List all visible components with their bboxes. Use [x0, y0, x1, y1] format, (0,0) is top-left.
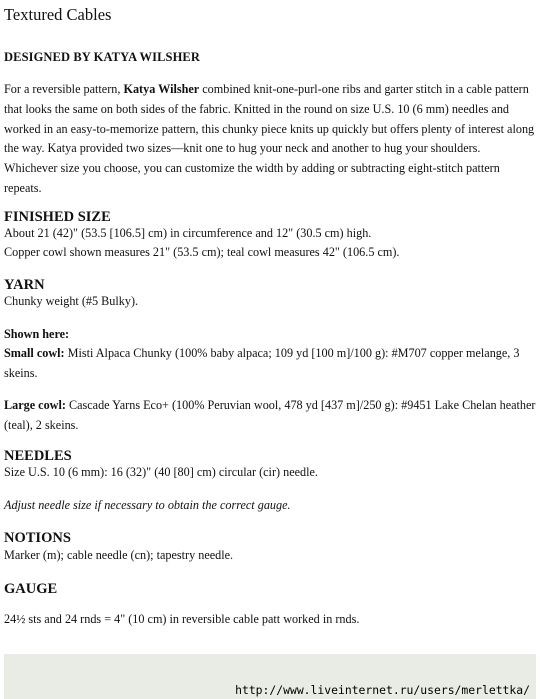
designer-credit: DESIGNED BY KATYA WILSHER — [4, 50, 200, 64]
source-url: http://www.liveinternet.ru/users/merlettka/ — [235, 683, 530, 697]
small-cowl-text: Misti Alpaca Chunky (100% baby alpaca; 109 yd [100 m]/100 g): #M707 copper melange, 3 skeins. — [4, 346, 520, 380]
needles-line-1: Size U.S. 10 (6 mm): 16 (32)" (40 [80] cm) circular (cir) needle. — [4, 465, 318, 479]
large-cowl-text: Cascade Yarns Eco+ (100% Peruvian wool, 478 yd [437 m]/250 g): #9451 Lake Chelan heather (teal), 2 skeins. — [4, 398, 536, 432]
small-cowl-yarn — [4, 344, 536, 384]
large-cowl-yarn — [4, 396, 536, 436]
yarn-heading: YARN — [4, 277, 45, 293]
notions-heading: NOTIONS — [4, 530, 71, 546]
yarn-weight: Chunky weight (#5 Bulky). — [4, 294, 139, 308]
shown-here-label: Shown here: — [4, 327, 70, 341]
footer-bar — [4, 654, 536, 699]
page-title: Textured Cables — [4, 5, 112, 24]
needles-gauge-note: Adjust needle size if necessary to obtain the correct gauge. — [4, 498, 291, 512]
finished-size-heading: FINISHED SIZE — [4, 209, 111, 225]
gauge-heading: GAUGE — [4, 581, 58, 597]
finished-size-line-2: Copper cowl shown measures 21" (53.5 cm); teal cowl measures 42" (106.5 cm). — [4, 245, 400, 259]
notions-line-1: Marker (m); cable needle (cn); tapestry needle. — [4, 548, 234, 562]
intro-text-post: combined knit-one-purl-one ribs and garter stitch in a cable pattern that looks the same on both sides of the fabric. Knitted in the round on size U.S. 10 (6 mm) needles and worked in an easy-to-memorize pattern, this chunky piece knits up quickly but offers plenty of interest along the way. Katya provided two sizes—knit one to hug your neck and another to hug your shoulders. Whichever size you choose, you can customize the width by adding or subtracting eight-stitch pattern repeats. — [4, 82, 535, 195]
finished-size-line-1: About 21 (42)" (53.5 [106.5] cm) in circumference and 12" (30.5 cm) high. — [4, 226, 372, 240]
small-cowl-label: Small cowl: — [4, 346, 65, 360]
designer-name: Katya Wilsher — [123, 82, 200, 96]
large-cowl-label: Large cowl: — [4, 398, 66, 412]
intro-paragraph — [4, 80, 536, 199]
intro-text-pre: For a reversible pattern, — [4, 82, 124, 96]
gauge-line-1: 24½ sts and 24 rnds = 4" (10 cm) in reversible cable patt worked in rnds. — [4, 612, 360, 626]
needles-heading: NEEDLES — [4, 448, 72, 464]
